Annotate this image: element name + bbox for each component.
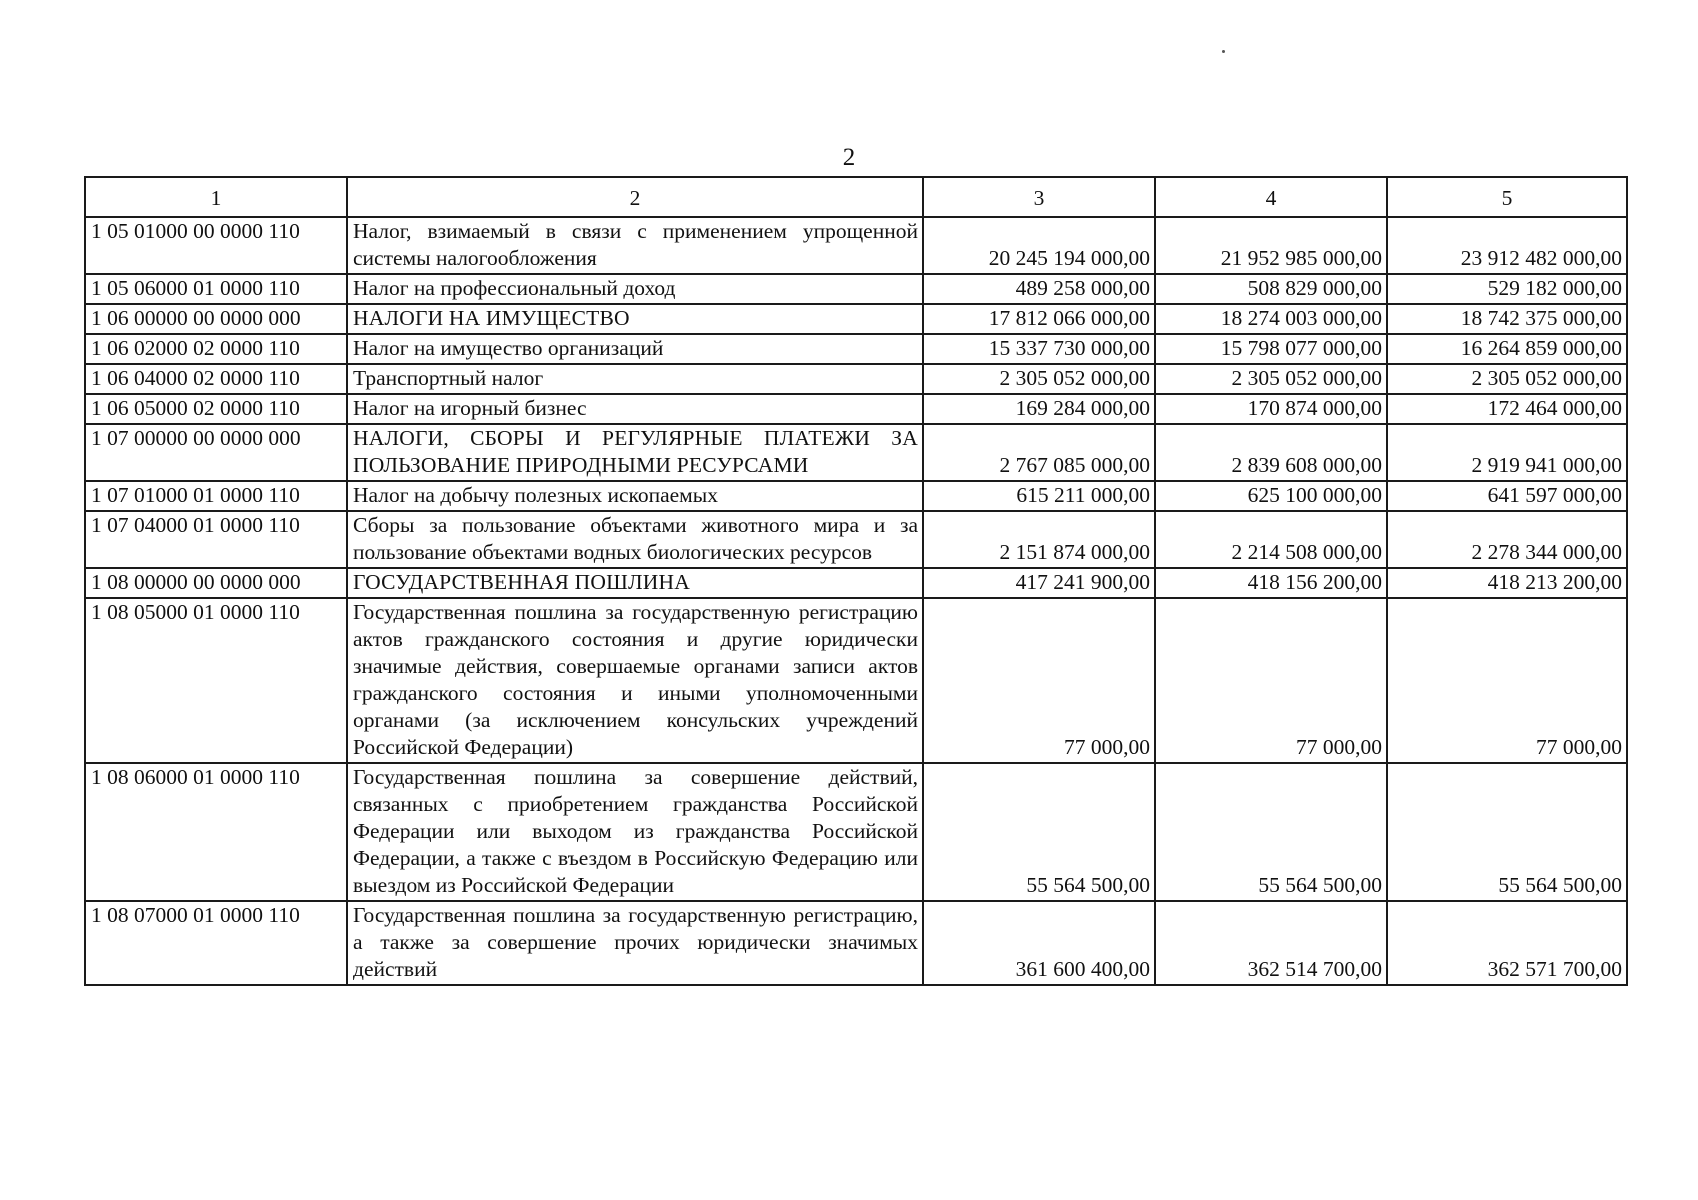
amount-col-5: 2 278 344 000,00	[1387, 511, 1627, 568]
amount-col-3: 15 337 730 000,00	[923, 334, 1155, 364]
budget-code: 1 07 00000 00 0000 000	[85, 424, 347, 481]
budget-code: 1 06 05000 02 0000 110	[85, 394, 347, 424]
revenue-name: Налог на добычу полезных ископаемых	[347, 481, 923, 511]
table-row	[85, 217, 1627, 274]
column-header-2: 2	[347, 177, 923, 217]
revenue-name: Налог на имущество организаций	[347, 334, 923, 364]
budget-code: 1 08 05000 01 0000 110	[85, 598, 347, 763]
amount-col-3: 55 564 500,00	[923, 763, 1155, 901]
amount-col-5: 362 571 700,00	[1387, 901, 1627, 985]
revenue-name: Государственная пошлина за государственную регистрацию актов гражданского состояния и другие юридически значимые действия, совершаемые органами записи актов гражданского состояния и иными уполномоченными органами (за исключением консульских учреждений Российской Федерации)	[347, 598, 923, 763]
amount-col-5: 418 213 200,00	[1387, 568, 1627, 598]
table-row	[85, 394, 1627, 424]
budget-revenue-table	[84, 176, 1628, 986]
table-row	[85, 364, 1627, 394]
amount-col-3: 615 211 000,00	[923, 481, 1155, 511]
amount-col-4: 625 100 000,00	[1155, 481, 1387, 511]
scan-speck	[1222, 50, 1225, 53]
table-row	[85, 424, 1627, 481]
budget-code: 1 07 04000 01 0000 110	[85, 511, 347, 568]
column-header-3: 3	[923, 177, 1155, 217]
table-row	[85, 598, 1627, 763]
page-number: 2	[842, 144, 856, 171]
amount-col-5: 2 919 941 000,00	[1387, 424, 1627, 481]
amount-col-3: 2 305 052 000,00	[923, 364, 1155, 394]
amount-col-3: 2 767 085 000,00	[923, 424, 1155, 481]
amount-col-5: 2 305 052 000,00	[1387, 364, 1627, 394]
column-header-1: 1	[85, 177, 347, 217]
revenue-name: Налог на профессиональный доход	[347, 274, 923, 304]
amount-col-4: 170 874 000,00	[1155, 394, 1387, 424]
amount-col-4: 15 798 077 000,00	[1155, 334, 1387, 364]
table-row	[85, 763, 1627, 901]
revenue-name: НАЛОГИ НА ИМУЩЕСТВО	[347, 304, 923, 334]
table-row	[85, 568, 1627, 598]
budget-code: 1 05 06000 01 0000 110	[85, 274, 347, 304]
table-row	[85, 511, 1627, 568]
amount-col-5: 23 912 482 000,00	[1387, 217, 1627, 274]
budget-code: 1 05 01000 00 0000 110	[85, 217, 347, 274]
column-header-5: 5	[1387, 177, 1627, 217]
amount-col-4: 21 952 985 000,00	[1155, 217, 1387, 274]
table-row	[85, 901, 1627, 985]
amount-col-5: 16 264 859 000,00	[1387, 334, 1627, 364]
amount-col-4: 362 514 700,00	[1155, 901, 1387, 985]
revenue-name: ГОСУДАРСТВЕННАЯ ПОШЛИНА	[347, 568, 923, 598]
budget-code: 1 07 01000 01 0000 110	[85, 481, 347, 511]
amount-col-5: 18 742 375 000,00	[1387, 304, 1627, 334]
column-header-4: 4	[1155, 177, 1387, 217]
amount-col-4: 2 839 608 000,00	[1155, 424, 1387, 481]
amount-col-5: 529 182 000,00	[1387, 274, 1627, 304]
table-row	[85, 334, 1627, 364]
amount-col-4: 77 000,00	[1155, 598, 1387, 763]
budget-code: 1 06 04000 02 0000 110	[85, 364, 347, 394]
revenue-name: Налог, взимаемый в связи с применением упрощенной системы налогообложения	[347, 217, 923, 274]
table-row	[85, 274, 1627, 304]
amount-col-3: 17 812 066 000,00	[923, 304, 1155, 334]
revenue-name: Государственная пошлина за государственную регистрацию, а также за совершение прочих юридически значимых действий	[347, 901, 923, 985]
table-header-row	[85, 177, 1627, 217]
amount-col-3: 169 284 000,00	[923, 394, 1155, 424]
amount-col-4: 2 305 052 000,00	[1155, 364, 1387, 394]
amount-col-4: 55 564 500,00	[1155, 763, 1387, 901]
amount-col-3: 489 258 000,00	[923, 274, 1155, 304]
amount-col-4: 2 214 508 000,00	[1155, 511, 1387, 568]
amount-col-4: 508 829 000,00	[1155, 274, 1387, 304]
amount-col-4: 18 274 003 000,00	[1155, 304, 1387, 334]
budget-code: 1 08 06000 01 0000 110	[85, 763, 347, 901]
amount-col-4: 418 156 200,00	[1155, 568, 1387, 598]
budget-code: 1 06 02000 02 0000 110	[85, 334, 347, 364]
amount-col-5: 172 464 000,00	[1387, 394, 1627, 424]
revenue-name: Сборы за пользование объектами животного мира и за пользование объектами водных биологических ресурсов	[347, 511, 923, 568]
amount-col-5: 55 564 500,00	[1387, 763, 1627, 901]
amount-col-3: 77 000,00	[923, 598, 1155, 763]
table-row	[85, 481, 1627, 511]
revenue-name: Транспортный налог	[347, 364, 923, 394]
budget-code: 1 06 00000 00 0000 000	[85, 304, 347, 334]
amount-col-3: 361 600 400,00	[923, 901, 1155, 985]
amount-col-3: 417 241 900,00	[923, 568, 1155, 598]
budget-code: 1 08 07000 01 0000 110	[85, 901, 347, 985]
amount-col-5: 77 000,00	[1387, 598, 1627, 763]
budget-code: 1 08 00000 00 0000 000	[85, 568, 347, 598]
revenue-name: НАЛОГИ, СБОРЫ И РЕГУЛЯРНЫЕ ПЛАТЕЖИ ЗА ПОЛЬЗОВАНИЕ ПРИРОДНЫМИ РЕСУРСАМИ	[347, 424, 923, 481]
table-row	[85, 304, 1627, 334]
amount-col-3: 2 151 874 000,00	[923, 511, 1155, 568]
revenue-name: Государственная пошлина за совершение действий, связанных с приобретением гражданства Российской Федерации или выходом из гражданства Российской Федерации, а также с въездом в Российскую Федерацию или выездом из Российской Федерации	[347, 763, 923, 901]
amount-col-5: 641 597 000,00	[1387, 481, 1627, 511]
revenue-name: Налог на игорный бизнес	[347, 394, 923, 424]
amount-col-3: 20 245 194 000,00	[923, 217, 1155, 274]
